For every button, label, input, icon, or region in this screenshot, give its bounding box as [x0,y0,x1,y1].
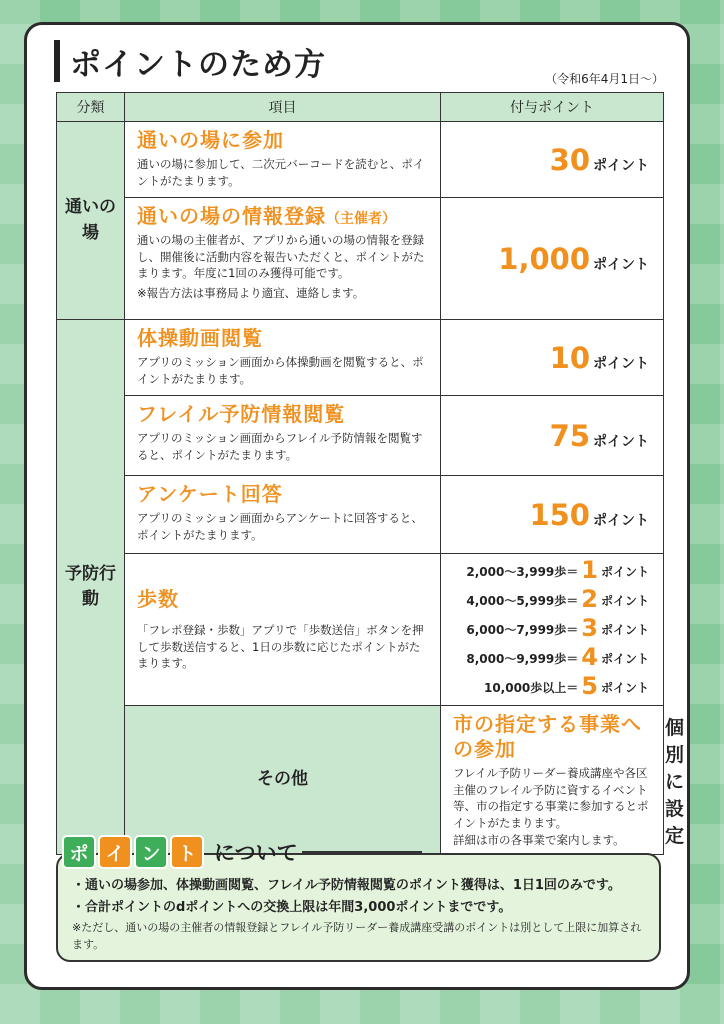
points-value: 1,000 [498,241,590,276]
table-row [57,706,664,855]
points-unit: ポイント [593,157,649,174]
item-description: 通いの場に参加して、二次元バーコードを読むと、ポイントがたまります。 [137,157,425,188]
item-title: 市の指定する事業への参加 [453,712,642,761]
points-cell [441,198,664,320]
step-tier: 10,000歩以上＝ 5 ポイント [483,672,649,700]
points-cell [441,122,664,198]
step-tier: 4,000〜5,999歩＝ 2 ポイント [466,585,649,613]
heading-rule [302,851,422,853]
points-cell [441,320,664,396]
page-title-block [54,40,326,82]
points-value: 10 [549,340,590,375]
about-points-heading [62,835,422,869]
item-note: ※報告方法は事務局より適宜、連絡します。 [137,286,365,301]
category-sonota: その他 [125,706,441,855]
category-kayoi: 通いの場 [57,122,125,320]
item-description: 通いの場の主催者が、アプリから通いの場の情報を登録し、開催後に活動内容を報告いただくと、ポイントがたまります。年度に1回のみ獲得可能です。 [137,233,425,281]
item-title: フレイル予防情報閲覧 [137,402,346,426]
title-accent-bar [54,40,60,82]
item-kayoi-toroku [125,198,441,320]
table-row [57,122,664,198]
step-points-cell [441,554,664,706]
item-jigyo [441,706,664,855]
item-description: アプリのミッション画面から体操動画を閲覧すると、ポイントがたまります。 [137,355,424,386]
table-row [57,396,664,476]
about-points-box [56,853,661,962]
item-taiso [125,320,441,396]
points-unit: ポイント [593,256,649,273]
points-value: 150 [529,497,590,532]
note-item: ・合計ポイントのdポイントへの交換上限は年間3,000ポイントまでです。 [72,900,512,916]
heading-tile: イ [98,835,132,869]
item-kayoi-sanka [125,122,441,198]
points-cell [441,396,664,476]
item-anketo [125,476,441,554]
points-individual: 個別に設定 [665,716,685,847]
item-description: アプリのミッション画面からアンケートに回答すると、ポイントがたまります。 [137,511,423,542]
header-category: 分類 [57,93,125,122]
table-row [57,476,664,554]
header-points: 付与ポイント [441,93,664,122]
heading-tile: ト [170,835,204,869]
note-small: ※ただし、通いの場の主催者の情報登録とフレイル予防リーダー養成講座受講のポイントは別として上限に加算されます。 [72,921,642,951]
points-cell [441,476,664,554]
points-value: 30 [549,142,590,177]
step-tier: 8,000〜9,999歩＝ 4 ポイント [466,643,649,671]
category-yobo: 予防行動 [57,320,125,855]
points-unit: ポイント [593,355,649,372]
points-unit: ポイント [593,512,649,529]
table-row [57,198,664,320]
table-row [57,320,664,396]
heading-tile: ポ [62,835,96,869]
item-description-detail: 詳細は市の各事業で案内します。 [453,832,625,847]
step-tier: 6,000〜7,999歩＝ 3 ポイント [466,614,649,642]
page-title: ポイントのため方 [70,46,326,83]
heading-label: について [214,841,298,865]
item-title [137,204,430,229]
item-title: アンケート回答 [137,482,283,506]
table-header-row [57,93,664,122]
heading-tile: ン [134,835,168,869]
item-title-main: 通いの場の情報登録 [137,204,326,228]
points-unit: ポイント [593,433,649,450]
item-title-sub: （主催者） [326,211,396,227]
item-title: 通いの場に参加 [137,128,284,152]
points-value: 75 [549,418,590,453]
effective-date: （令和6年4月1日〜） [545,72,664,86]
item-hosu [125,554,441,706]
header-item: 項目 [125,93,441,122]
step-points-list [442,557,649,702]
step-tier: 2,000〜3,999歩＝ 1 ポイント [466,556,649,584]
points-table [56,92,685,855]
item-title: 体操動画閲覧 [137,326,263,350]
item-description: フレイル予防リーダー養成講座や各区主催のフレイル予防に資するイベント等、市の指定する事業に参加するとポイントがたまります。 [453,766,649,831]
note-item: ・通いの場参加、体操動画閲覧、フレイル予防情報閲覧のポイント獲得は、1日1回のみです。 [72,878,621,893]
item-description: アプリのミッション画面からフレイル予防情報を閲覧すると、ポイントがたまります。 [137,431,423,462]
table-row [57,554,664,706]
item-title: 歩数 [137,586,179,611]
item-frail [125,396,441,476]
item-description: 「フレポ登録・歩数」アプリで「歩数送信」ボタンを押して歩数送信すると、1日の歩数に応じたポイントがたまります。 [137,622,424,671]
